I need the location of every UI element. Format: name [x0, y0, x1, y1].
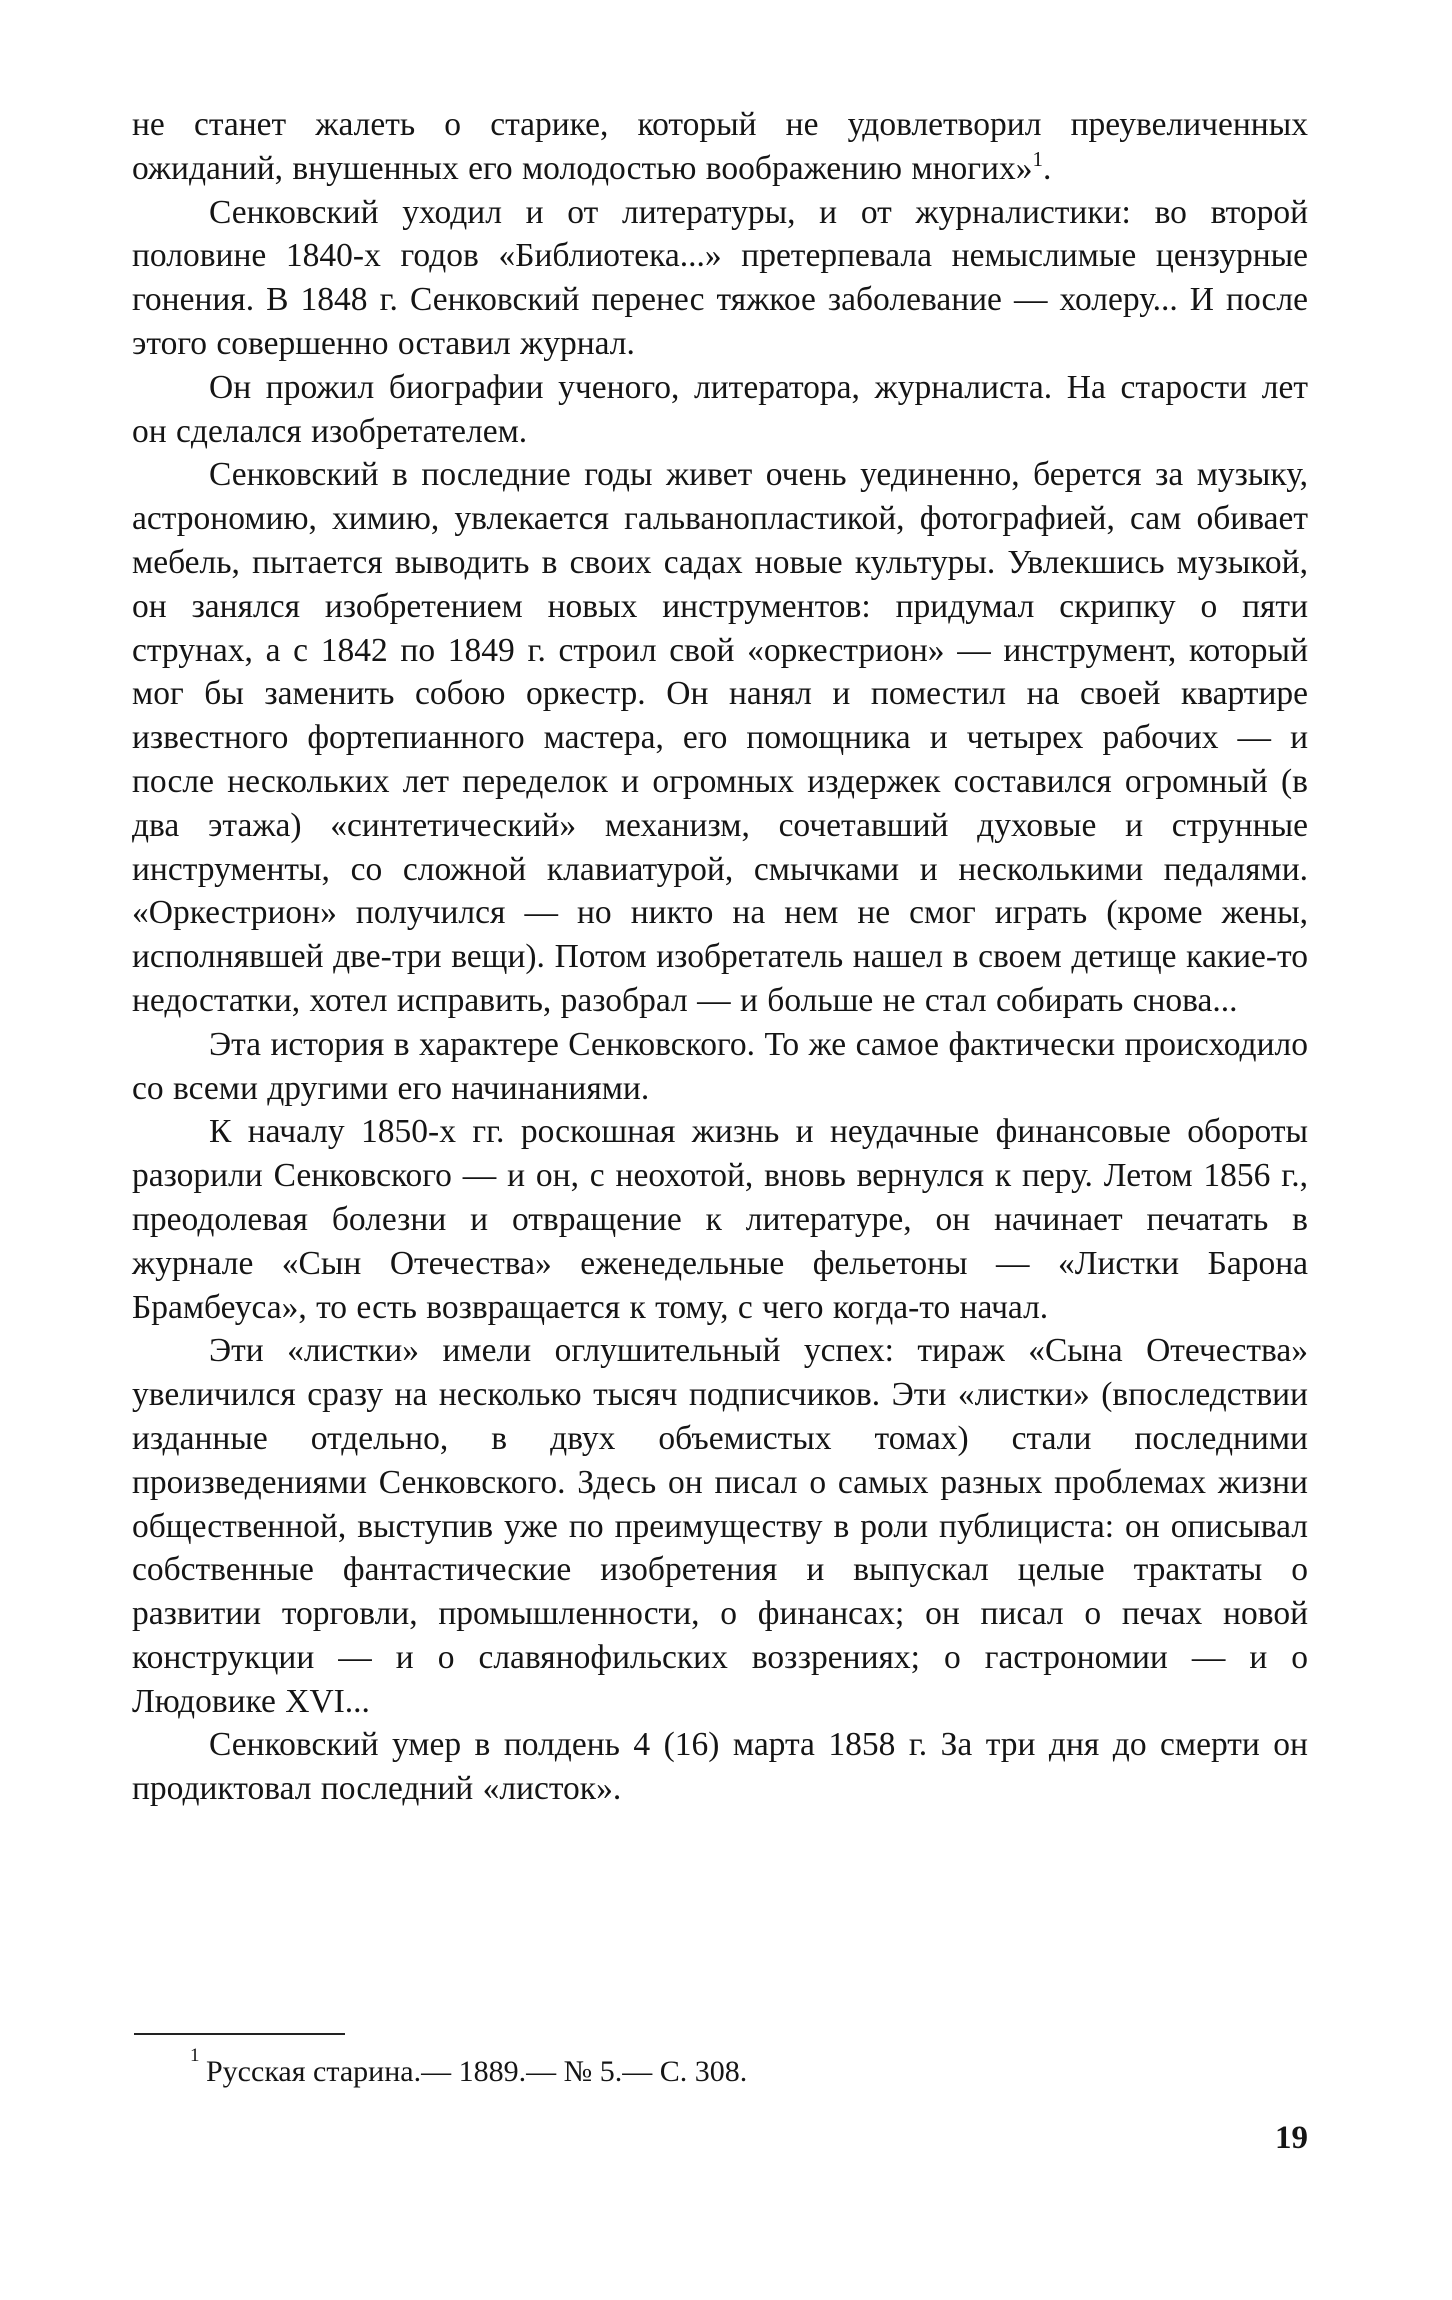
paragraph: Сенковский умер в полдень 4 (16) марта 1858 г. За три дня до смерти он продиктовал последний «листок». — [132, 1726, 1308, 1808]
footnote-reference[interactable]: 1 — [1032, 146, 1043, 171]
paragraph: К началу 1850-х гг. роскошная жизнь и неудачные финансовые обороты разорили Сенковского — и он, с неохотой, вновь вернулся к перу. Летом 1856 г., преодолевая болезни и отвращение к литературе, он начинает печатать в журнале «Сын Отечества» еженедельные фельетоны — «Листки Барона Брамбеуса», то есть возвращается к тому, с чего когда-то начал. — [132, 1113, 1308, 1326]
paragraph: Сенковский в последние годы живет очень уединенно, берется за музыку, астрономию, химию, увлекается гальванопластикой, фотографией, сам обивает мебель, пытается выводить в своих садах новые культуры. Увлекшись музыкой, он занялся изобретением новых инструментов: придумал скрипку о пяти струнах, а с 1842 по 1849 г. строил свой «оркестрион» — инструмент, который мог бы заменить собою оркестр. Он нанял и поместил на своей квартире известного фортепианного мастера, его помощника и четырех рабочих — и после нескольких лет переделок и огромных издержек составился огромный (в два этажа) «синтетический» механизм, сочетавший духовые и струнные инструменты, со сложной клавиатурой, смычками и несколькими педалями. «Оркестрион» получился — но никто на нем не смог играть (кроме жены, исполнявшей две-три вещи). Потом изобретатель нашел в своем детище какие-то недостатки, хотел исправить, разобрал — и больше не стал собирать снова... — [132, 456, 1308, 1019]
footnote-divider — [134, 2033, 345, 2035]
paragraph: Он прожил биографии ученого, литератора, журналиста. На старости лет он сделался изобретателем. — [132, 368, 1308, 450]
paragraph-punctuation: . — [1042, 149, 1052, 187]
body-text — [132, 103, 1308, 1811]
paragraph: Сенковский уходил и от литературы, и от журналистики: во второй половине 1840-х годов «Библиотека...» претерпевала немыслимые цензурные гонения. В 1848 г. Сенковский перенес тяжкое заболевание — холеру... И после этого совершенно оставил журнал. — [132, 193, 1308, 362]
paragraph: Эта история в характере Сенковского. То же самое фактически происходило со всеми другими его начинаниями. — [132, 1025, 1308, 1107]
paragraph-text: не станет жалеть о старике, который не удовлетворил преувеличенных ожиданий, внушенных его молодостью воображению многих» — [132, 106, 1308, 187]
paragraph-continuation — [132, 103, 1308, 191]
footnote — [190, 2045, 1106, 2092]
page-number: 19 — [1275, 2120, 1308, 2156]
footnote-mark: 1 — [190, 2045, 200, 2066]
footnote-text: Русская старина.— 1889.— № 5.— С. 308. — [206, 2055, 748, 2088]
paragraph: Эти «листки» имели оглушительный успех: тираж «Сына Отечества» увеличился сразу на несколько тысяч подписчиков. Эти «листки» (впоследствии изданные отдельно, в двух объемистых томах) стали последними произведениями Сенковского. Здесь он писал о самых разных проблемах жизни общественной, выступив уже по преимуществу в роли публициста: он описывал собственные фантастические изобретения и выпускал целые трактаты о развитии торговли, промышленности, о финансах; он писал о печах новой конструкции — и о славянофильских воззрениях; о гастрономии — и о Людовике XVI... — [132, 1332, 1308, 1720]
